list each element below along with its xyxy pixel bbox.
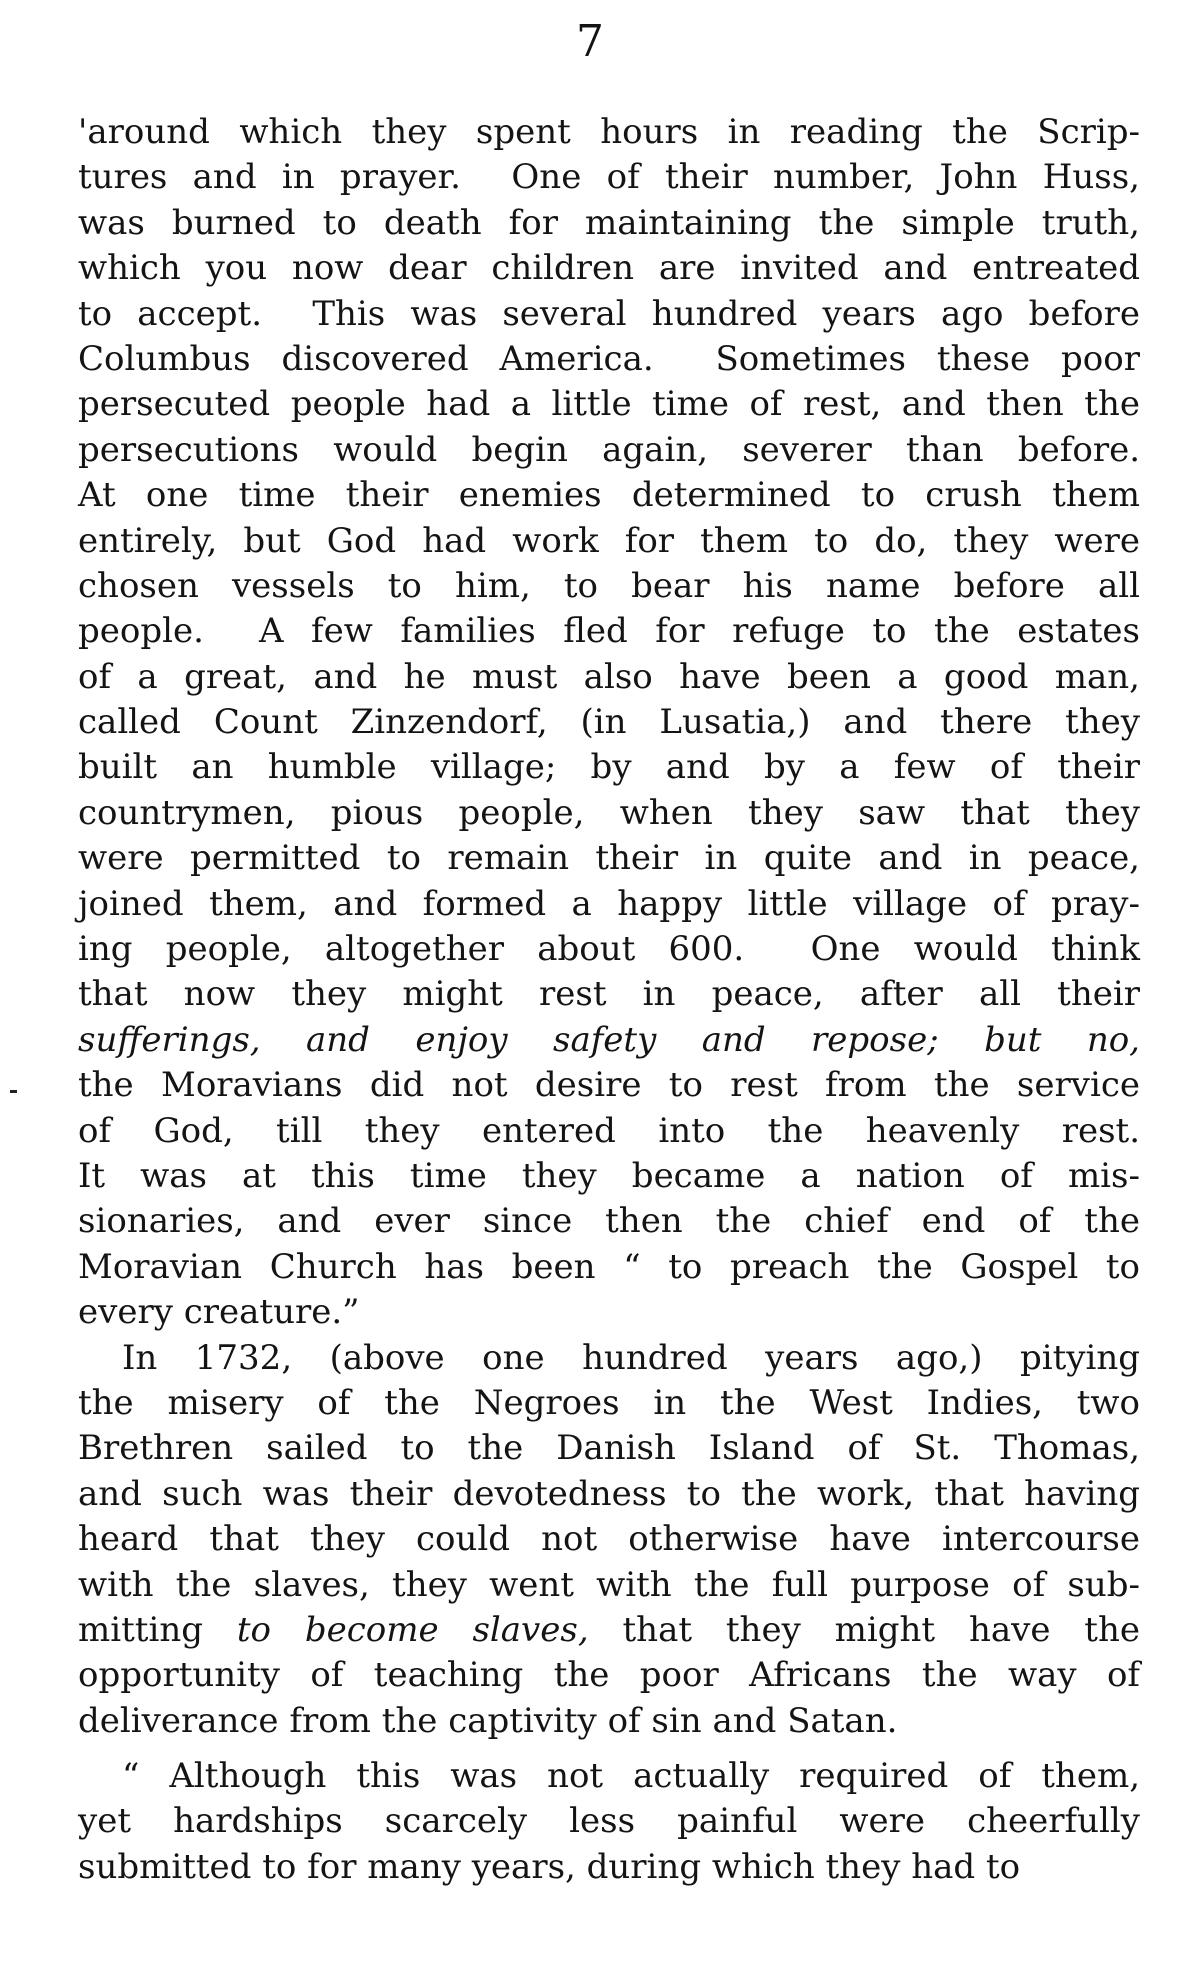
text-line: Moravian Church has been “ to preach the Gospel to	[78, 1246, 1140, 1287]
text-line: deliverance from the captivity of sin and Satan.	[78, 1700, 898, 1741]
margin-mark	[10, 1090, 17, 1093]
text-line: 'around which they spent hours in reading the Scrip-	[78, 112, 1140, 152]
text-line: to accept. This was several hundred years ago before	[78, 293, 1140, 334]
text-line: tures and in prayer. One of their number, John Huss,	[78, 157, 1140, 198]
page-number: 7	[576, 16, 604, 67]
text-line: persecuted people had a little time of rest, and then the	[78, 384, 1140, 425]
text-line: countrymen, pious people, when they saw that they	[78, 792, 1140, 833]
text-line: with the slaves, they went with the full purpose of sub-	[78, 1564, 1140, 1605]
text-line: that now they might rest in peace, after all their	[78, 974, 1140, 1015]
text-line: every creature.”	[78, 1292, 360, 1333]
text-line: It was at this time they became a nation of mis-	[78, 1155, 1140, 1196]
text-line: opportunity of teaching the poor Africans the way of	[78, 1655, 1140, 1696]
text-line: heard that they could not otherwise have intercourse	[78, 1519, 1140, 1560]
text-line: persecutions would begin again, severer than before.	[78, 429, 1140, 470]
text-line: At one time their enemies determined to crush them	[78, 475, 1140, 516]
text-line: were permitted to remain their in quite and in peace,	[78, 838, 1140, 879]
text-line: and such was their devotedness to the work, that having	[78, 1473, 1140, 1514]
text-line: sionaries, and ever since then the chief end of the	[78, 1201, 1140, 1242]
text-line: submitted to for many years, during which they had to	[78, 1846, 1021, 1887]
text-line: was burned to death for maintaining the simple truth,	[78, 202, 1140, 243]
text-line: joined them, and formed a happy little village of pray-	[78, 883, 1140, 924]
text-line: the misery of the Negroes in the West Indies, two	[78, 1382, 1140, 1423]
text-line: sufferings, and enjoy safety and repose; but no,	[78, 1019, 1140, 1060]
body-text	[78, 110, 1140, 1890]
text-line: the Moravians did not desire to rest from the service	[78, 1065, 1140, 1106]
text-line: ing people, altogether about 600. One would think	[78, 929, 1140, 970]
text-line: built an humble village; by and by a few of their	[78, 747, 1140, 788]
text-line: chosen vessels to him, to bear his name before all	[78, 565, 1140, 606]
text-line: mitting to become slaves, that they might have the	[78, 1609, 1140, 1650]
text-line: which you now dear children are invited and entreated	[78, 248, 1140, 289]
text-line: entirely, but God had work for them to do, they were	[78, 520, 1140, 561]
text-line: of God, till they entered into the heavenly rest.	[78, 1110, 1140, 1151]
text-line: In 1732, (above one hundred years ago,) pitying	[122, 1337, 1140, 1378]
text-line: yet hardships scarcely less painful were cheerfully	[78, 1801, 1140, 1842]
text-line: Columbus discovered America. Sometimes these poor	[78, 338, 1140, 379]
text-line: called Count Zinzendorf, (in Lusatia,) and there they	[78, 702, 1140, 743]
text-line: Brethren sailed to the Danish Island of St. Thomas,	[78, 1428, 1140, 1469]
text-line: “ Although this was not actually required of them,	[122, 1756, 1140, 1797]
text-line: people. A few families fled for refuge to the estates	[78, 611, 1140, 652]
text-line: of a great, and he must also have been a good man,	[78, 656, 1140, 697]
